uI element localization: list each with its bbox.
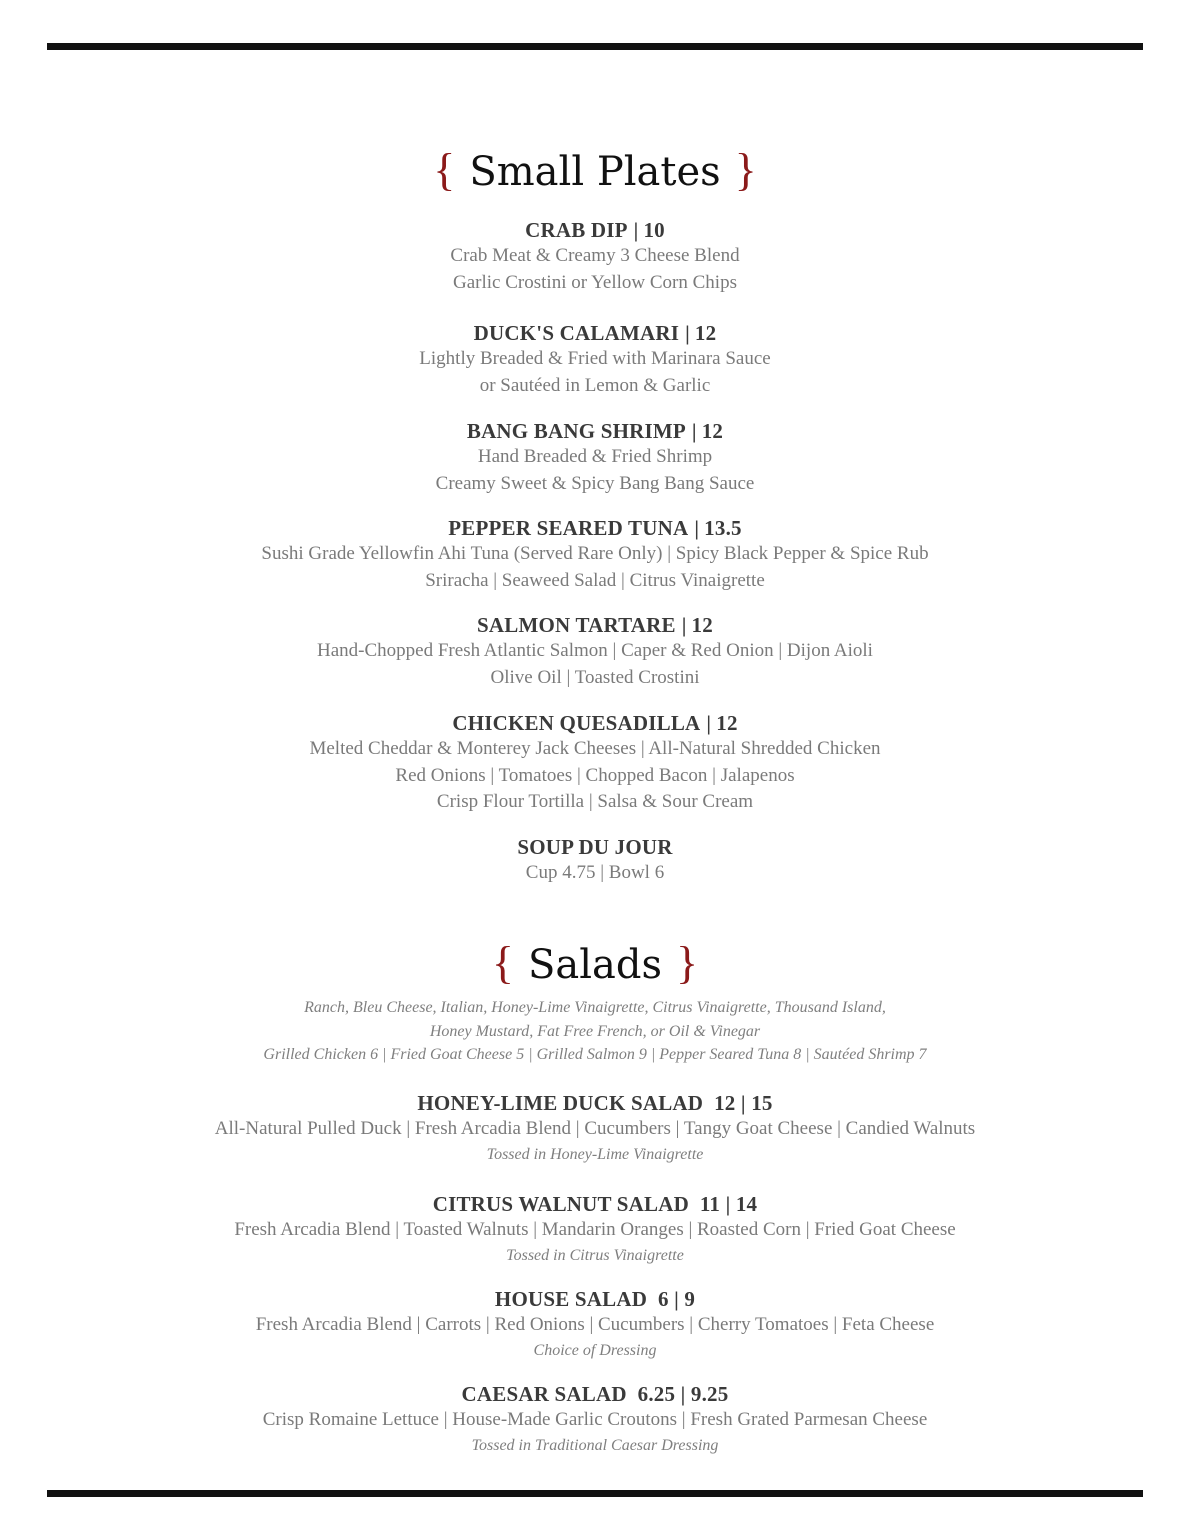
- item-heading: [0, 612, 1190, 638]
- price-separator: |: [681, 613, 687, 637]
- item-description: Melted Cheddar & Monterey Jack Cheeses | All-Natural Shredded Chicken: [309, 738, 881, 759]
- item-heading: [0, 217, 1190, 243]
- item-name: SOUP DU JOUR: [517, 835, 673, 859]
- price-separator: |: [691, 419, 697, 443]
- item-price: 13.5: [704, 516, 742, 540]
- dressing-line: Honey Mustard, Fat Free French, or Oil & Vinegar: [429, 1022, 761, 1040]
- top-rule: [47, 43, 1143, 50]
- item-description: Red Onions | Tomatoes | Chopped Bacon | Jalapenos: [395, 764, 795, 786]
- menu-item-citrus-walnut-salad: [0, 1191, 1190, 1268]
- add-protein-line: Grilled Chicken 6 | Fried Goat Cheese 5 | Grilled Salmon 9 | Pepper Seared Tuna 8 | Sautéed Shrimp 7: [263, 1046, 927, 1063]
- item-note: Tossed in Honey-Lime Vinaigrette: [486, 1145, 704, 1163]
- item-description: Hand Breaded & Fried Shrimp: [477, 446, 713, 467]
- item-description: Fresh Arcadia Blend | Toasted Walnuts | Mandarin Oranges | Roasted Corn | Fried Goat Cheese: [234, 1219, 956, 1240]
- item-description: Hand-Chopped Fresh Atlantic Salmon | Caper & Red Onion | Dijon Aioli: [317, 640, 873, 661]
- menu-item-caesar-salad: [0, 1381, 1190, 1458]
- item-name: PEPPER SEARED TUNA: [448, 516, 689, 540]
- item-name: HOUSE SALAD: [494, 1287, 648, 1311]
- item-heading: [0, 1191, 1190, 1217]
- item-name: CAESAR SALAD: [461, 1382, 627, 1406]
- price-separator: |: [685, 321, 690, 345]
- item-price: 12: [694, 321, 717, 345]
- item-price: 6 | 9: [657, 1287, 696, 1311]
- item-description: Olive Oil | Toasted Crostini: [490, 666, 700, 688]
- item-heading: [0, 1090, 1190, 1116]
- item-name: HONEY-LIME DUCK SALAD: [417, 1091, 704, 1115]
- item-price: 6.25 | 9.25: [637, 1382, 729, 1406]
- dressing-line: Ranch, Bleu Cheese, Italian, Honey-Lime Vinaigrette, Citrus Vinaigrette, Thousand Island,: [304, 999, 886, 1016]
- small-plates-heading: [0, 146, 1190, 196]
- item-heading: [0, 1381, 1190, 1407]
- price-separator: |: [706, 711, 712, 735]
- item-price: 12: [701, 419, 724, 443]
- item-heading: [0, 515, 1190, 541]
- item-note: Tossed in Citrus Vinaigrette: [506, 1246, 684, 1264]
- item-name: BANG BANG SHRIMP: [466, 419, 686, 443]
- item-price: 10: [643, 218, 665, 242]
- menu-item-chicken-quesadilla: [0, 710, 1190, 816]
- menu-item-house-salad: [0, 1286, 1190, 1363]
- close-brace-icon: }: [734, 144, 757, 195]
- menu-item-bang-bang-shrimp: [0, 418, 1190, 497]
- price-separator: |: [694, 516, 700, 540]
- menu-item-honey-lime-duck-salad: [0, 1090, 1190, 1167]
- item-name: DUCK'S CALAMARI: [473, 321, 680, 345]
- item-heading: [0, 320, 1190, 346]
- item-description: Crisp Flour Tortilla | Salsa & Sour Cream: [436, 791, 754, 812]
- menu-item-ducks-calamari: [0, 320, 1190, 399]
- item-description: Creamy Sweet & Spicy Bang Bang Sauce: [435, 472, 755, 494]
- item-note: Tossed in Traditional Caesar Dressing: [471, 1436, 719, 1454]
- item-name: CRAB DIP: [525, 218, 628, 242]
- item-description: Sriracha | Seaweed Salad | Citrus Vinaigrette: [425, 569, 765, 591]
- item-heading: [0, 710, 1190, 736]
- item-description: Crab Meat & Creamy 3 Cheese Blend: [450, 245, 740, 266]
- item-description: or Sautéed in Lemon & Garlic: [479, 374, 711, 396]
- item-heading: [0, 1286, 1190, 1312]
- menu-item-pepper-seared-tuna: [0, 515, 1190, 594]
- close-brace-icon: }: [676, 937, 699, 988]
- dressing-options: [0, 996, 1190, 1067]
- item-name: SALMON TARTARE: [477, 613, 676, 637]
- item-heading: [0, 418, 1190, 444]
- item-description: Fresh Arcadia Blend | Carrots | Red Onions | Cucumbers | Cherry Tomatoes | Feta Cheese: [255, 1314, 935, 1335]
- item-name: CHICKEN QUESADILLA: [452, 711, 701, 735]
- item-name: CITRUS WALNUT SALAD: [432, 1192, 689, 1216]
- item-description: Crisp Romaine Lettuce | House-Made Garlic Croutons | Fresh Grated Parmesan Cheese: [262, 1409, 928, 1430]
- item-price: 11 | 14: [699, 1192, 758, 1216]
- open-brace-icon: {: [433, 144, 456, 195]
- item-price: 12: [691, 613, 713, 637]
- item-note: Choice of Dressing: [533, 1341, 657, 1359]
- price-separator: |: [633, 218, 639, 242]
- item-description: Lightly Breaded & Fried with Marinara Sauce: [419, 348, 771, 369]
- item-description: Cup 4.75 | Bowl 6: [525, 862, 665, 883]
- salads-title: Salads: [527, 942, 663, 988]
- salads-heading: [0, 939, 1190, 989]
- item-description: Sushi Grade Yellowfin Ahi Tuna (Served Rare Only) | Spicy Black Pepper & Spice Rub: [261, 543, 929, 564]
- item-price: 12: [716, 711, 738, 735]
- bottom-rule: [47, 1490, 1143, 1497]
- small-plates-title: Small Plates: [469, 149, 721, 195]
- menu-item-soup-du-jour: [0, 834, 1190, 887]
- item-price: 12 | 15: [714, 1091, 773, 1115]
- menu-item-crab-dip: [0, 217, 1190, 296]
- item-description: All-Natural Pulled Duck | Fresh Arcadia Blend | Cucumbers | Tangy Goat Cheese | Candied Walnuts: [214, 1118, 976, 1139]
- menu-item-salmon-tartare: [0, 612, 1190, 691]
- open-brace-icon: {: [491, 937, 514, 988]
- item-description: Garlic Crostini or Yellow Corn Chips: [453, 271, 737, 293]
